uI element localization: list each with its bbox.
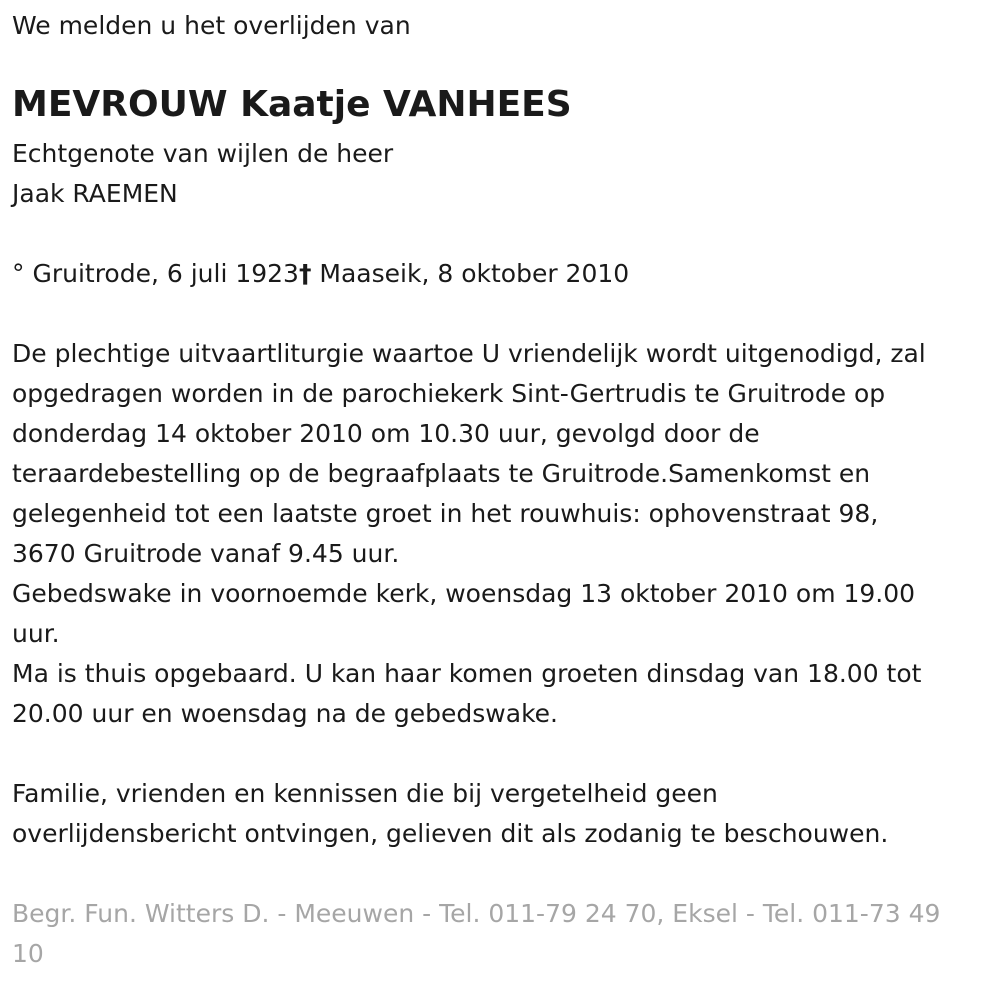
ceremony-line: 3670 Gruitrode vanaf 9.45 uur. bbox=[12, 539, 400, 568]
deceased-name: MEVROUW Kaatje VANHEES bbox=[12, 84, 572, 125]
ceremony-line: Ma is thuis opgebaard. U kan haar komen groeten dinsdag van 18.00 tot bbox=[12, 659, 922, 688]
ceremony-line: opgedragen worden in de parochiekerk Sint-Gertrudis te Gruitrode op bbox=[12, 379, 886, 408]
ceremony-line: donderdag 14 oktober 2010 om 10.30 uur, gevolgd door de bbox=[12, 419, 760, 448]
footer-line: Begr. Fun. Witters D. - Meeuwen - Tel. 011-79 24 70, Eksel - Tel. 011-73 49 bbox=[12, 899, 941, 928]
spouse-block bbox=[12, 134, 393, 214]
family-line: overlijdensbericht ontvingen, gelieven dit als zodanig te beschouwen. bbox=[12, 819, 889, 848]
cross-icon: † bbox=[298, 259, 312, 288]
ceremony-line: gelegenheid tot een laatste groet in het rouwhuis: ophovenstraat 98, bbox=[12, 499, 879, 528]
family-line: Familie, vrienden en kennissen die bij vergetelheid geen bbox=[12, 779, 718, 808]
birth-date: ° Gruitrode, 6 juli 1923 bbox=[12, 259, 299, 288]
footer-line: 10 bbox=[12, 939, 44, 968]
ceremony-line: Gebedswake in voornoemde kerk, woensdag 13 oktober 2010 om 19.00 bbox=[12, 579, 916, 608]
spouse-line: Echtgenote van wijlen de heer bbox=[12, 139, 394, 168]
spouse-line: Jaak RAEMEN bbox=[12, 179, 178, 208]
family-paragraph bbox=[12, 774, 888, 854]
ceremony-line: 20.00 uur en woensdag na de gebedswake. bbox=[12, 699, 558, 728]
ceremony-paragraph bbox=[12, 334, 926, 734]
ceremony-line: De plechtige uitvaartliturgie waartoe U vriendelijk wordt uitgenodigd, zal bbox=[12, 339, 926, 368]
funeral-home-footer bbox=[12, 894, 940, 974]
intro-text: We melden u het overlijden van bbox=[12, 11, 411, 40]
ceremony-line: teraardebestelling op de begraafplaats te Gruitrode.Samenkomst en bbox=[12, 459, 871, 488]
ceremony-line: uur. bbox=[12, 619, 60, 648]
death-date: Maaseik, 8 oktober 2010 bbox=[311, 259, 630, 288]
life-dates bbox=[12, 254, 629, 294]
